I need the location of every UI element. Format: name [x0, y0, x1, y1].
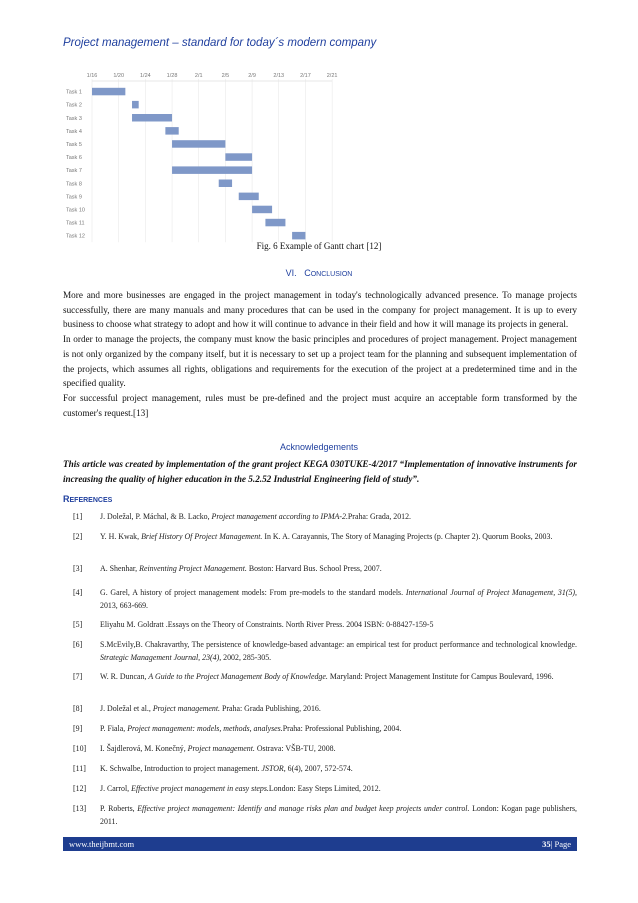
conclusion-paragraph: More and more businesses are engaged in the project management in today's technologically advanced presence. To manage projects successfully, there are many manuals and many procedures that can be used in the company for project management. It is up to every business to choose what strategy to adopt and how it will continue to advance in their field and how it will manage its projects in general. [63, 290, 577, 330]
reference-publisher: 2002, 285-305. [221, 652, 272, 662]
reference-authors: A. Shenhar, [100, 564, 140, 573]
reference-authors: K. Schwalbe, Introduction to project management. [100, 764, 262, 773]
reference-title: Project management. [152, 704, 221, 713]
page-footer [63, 837, 577, 851]
reference-publisher: Ostrava: VŠB-TU, 2008. [254, 744, 336, 753]
running-header-title: Project management – standard for today´s modern company [63, 37, 377, 49]
conclusion-paragraph: In order to manage the projects, the company must know the basic principles and procedures of project management. Project management is not only organized by the company itself, but it is necessary to set up a project team for the planning and subsequent implementation of the projects, which assumes all rights, obligations and requirements for the execution of the project at a predetermined time and in the specified quality. [63, 334, 577, 389]
reference-publisher: 2013, 663-669. [100, 600, 148, 610]
reference-number: [6] [73, 640, 83, 649]
page-label: | Page [550, 839, 571, 849]
conclusion-heading-rest: ONCLUSION [310, 271, 353, 278]
reference-text [100, 763, 577, 776]
reference-publisher: 6(4), 2007, 572-574. [285, 764, 353, 773]
conclusion-body [63, 288, 577, 420]
reference-publisher: Praha: Professional Publishing, 2004. [282, 724, 402, 733]
reference-title: JSTOR, [261, 764, 286, 773]
gantt-task-bar [225, 153, 252, 161]
conclusion-paragraph: For successful project management, rules must be pre-defined and the project must acquire an acceptable form transformed by the customer's request.[13] [63, 392, 577, 418]
page-number: 35 [542, 839, 551, 849]
reference-text [100, 563, 577, 576]
reference-number: [4] [73, 588, 83, 597]
reference-number: [8] [73, 704, 83, 713]
gantt-task-bar [265, 219, 285, 227]
reference-item [63, 783, 577, 796]
gantt-date-tick: 2/17 [300, 73, 311, 79]
gantt-task-bar [172, 140, 225, 148]
gantt-task-bar [252, 206, 272, 214]
reference-authors: W. R. Duncan, [100, 672, 149, 681]
reference-number: [10] [73, 744, 87, 753]
gantt-task-bar [172, 166, 252, 174]
reference-title: Project management: models, methods, analyses. [127, 724, 283, 733]
gantt-chart [0, 0, 638, 245]
reference-text [100, 619, 577, 632]
references-heading-first: R [63, 494, 70, 504]
gantt-task-label: Task 6 [66, 155, 82, 162]
reference-text [100, 703, 577, 716]
reference-authors: G. Garel, A history of project management models: From pre-models to the standard models. [100, 588, 406, 597]
reference-authors: S.McEvily,B. Chakravarthy, The persistence of knowledge-based advantage: an empirical test for product performance and technological knowledge. [100, 640, 577, 649]
reference-authors: I. Šajdlerová, M. Konečný, [100, 744, 188, 753]
reference-authors: Eliyahu M. Goldratt .Essays on the Theory of Constraints. North River Press. 2004 ISBN: 0-88427-159-5 [100, 620, 434, 629]
reference-authors: J. Doležal, P. Máchal, & B. Lacko, [100, 512, 212, 521]
reference-item [63, 563, 577, 576]
reference-item [63, 619, 577, 632]
reference-number: [3] [73, 564, 83, 573]
gantt-task-bar [239, 193, 259, 201]
reference-text [100, 743, 577, 756]
reference-item [63, 671, 577, 684]
reference-text [100, 511, 577, 524]
reference-authors: P. Fiala, [100, 724, 128, 733]
reference-item [63, 531, 577, 544]
reference-publisher: In K. A. Carayannis, The Story of Managing Projects (p. Chapter 2). Quorum Books, 2003. [262, 532, 553, 541]
reference-number: [7] [73, 672, 83, 681]
reference-title: Strategic Management Journal, 23(4), [100, 652, 222, 662]
reference-text [100, 803, 577, 828]
reference-title: Effective project management in easy steps. [131, 784, 269, 793]
reference-authors: Y. H. Kwak, [100, 532, 142, 541]
figure-caption: Fig. 6 Example of Gantt chart [12] [256, 241, 382, 251]
reference-number: [11] [73, 764, 86, 773]
reference-publisher: Maryland: Project Management Institute for Campus Boulevard, 1996. [327, 672, 554, 681]
gantt-date-tick: 2/13 [273, 73, 285, 79]
gantt-task-label: Task 9 [66, 194, 82, 201]
reference-item [63, 803, 577, 828]
gantt-date-tick: 1/24 [140, 73, 151, 79]
reference-item [63, 743, 577, 756]
reference-title: Project management according to IPMA-2. [211, 512, 348, 521]
conclusion-heading-num: VI. [285, 268, 297, 278]
reference-title: Brief History Of Project Management. [141, 532, 263, 541]
gantt-task-label: Task 3 [66, 115, 82, 122]
reference-text [100, 783, 577, 796]
footer-website: www.theijbmt.com [69, 839, 135, 849]
reference-title: A Guide to the Project Management Body of Knowledge. [148, 672, 328, 681]
reference-authors: J. Doležal et al., [100, 704, 153, 713]
gantt-task-bar [132, 114, 172, 122]
reference-item [63, 723, 577, 736]
conclusion-heading-first: C [304, 268, 311, 278]
references-heading [63, 494, 112, 504]
gantt-task-label: Task 1 [66, 89, 82, 96]
gantt-task-label: Task 12 [66, 233, 85, 240]
reference-item [63, 639, 577, 664]
reference-authors: J. Carrol, [100, 784, 132, 793]
reference-text [100, 723, 577, 736]
reference-publisher: Praha: Grada, 2012. [347, 512, 412, 521]
gantt-date-tick: 2/5 [221, 73, 230, 79]
gantt-date-tick: 1/16 [86, 73, 98, 79]
reference-number: [13] [73, 804, 87, 813]
gantt-date-tick: 1/20 [113, 73, 125, 79]
gantt-task-label: Task 7 [66, 168, 82, 175]
gantt-task-bar [292, 232, 305, 240]
acknowledgements-heading: Acknowledgements [279, 442, 359, 452]
gantt-task-bar [165, 127, 178, 135]
gantt-task-label: Task 11 [66, 220, 85, 227]
reference-publisher: London: Kogan page publishers, 2011. [100, 804, 577, 826]
reference-publisher: London: Easy Steps Limited, 2012. [268, 784, 381, 793]
gantt-task-label: Task 8 [66, 181, 82, 188]
reference-number: [1] [73, 512, 83, 521]
gantt-date-tick: 2/21 [326, 73, 338, 79]
reference-text [100, 671, 577, 684]
conclusion-heading [0, 268, 638, 278]
gantt-task-label: Task 10 [66, 207, 85, 214]
gantt-date-tick: 1/28 [166, 73, 178, 79]
reference-number: [5] [73, 620, 83, 629]
reference-number: [2] [73, 532, 83, 541]
reference-title: International Journal of Project Management, 31(5), [405, 588, 577, 597]
gantt-date-tick: 2/1 [194, 73, 203, 79]
reference-number: [9] [73, 724, 83, 733]
gantt-task-bar [219, 180, 232, 188]
reference-item [63, 587, 577, 612]
footer-page-number [542, 837, 571, 851]
references-heading-rest: EFERENCES [69, 497, 113, 504]
reference-number: [12] [73, 784, 87, 793]
gantt-task-label: Task 4 [66, 128, 82, 135]
reference-title: Effective project management: Identify and manage risks plan and budget keep projects under control. [137, 804, 470, 813]
reference-text [100, 639, 577, 664]
gantt-task-label: Task 5 [66, 141, 82, 148]
reference-title: Project management. [187, 744, 255, 753]
acknowledgements-text: This article was created by implementation of the grant project KEGA 030TUKE-4/2017 “Implementation of innovative instruments for increasing the quality of higher education in the 5.2.52 Industrial Engineering field of study”. [63, 459, 577, 484]
reference-authors: P. Roberts, [100, 804, 138, 813]
gantt-task-label: Task 2 [66, 102, 82, 109]
reference-item [63, 703, 577, 716]
reference-item [63, 511, 577, 524]
gantt-task-bar [132, 101, 139, 109]
gantt-date-tick: 2/9 [248, 73, 256, 79]
reference-text [100, 587, 577, 612]
reference-title: Reinventing Project Management. [139, 564, 247, 573]
reference-text [100, 531, 577, 544]
gantt-task-bar [92, 88, 125, 96]
reference-item [63, 763, 577, 776]
reference-publisher: Boston: Harvard Bus. School Press, 2007. [246, 564, 382, 573]
reference-publisher: Praha: Grada Publishing, 2016. [220, 704, 321, 713]
